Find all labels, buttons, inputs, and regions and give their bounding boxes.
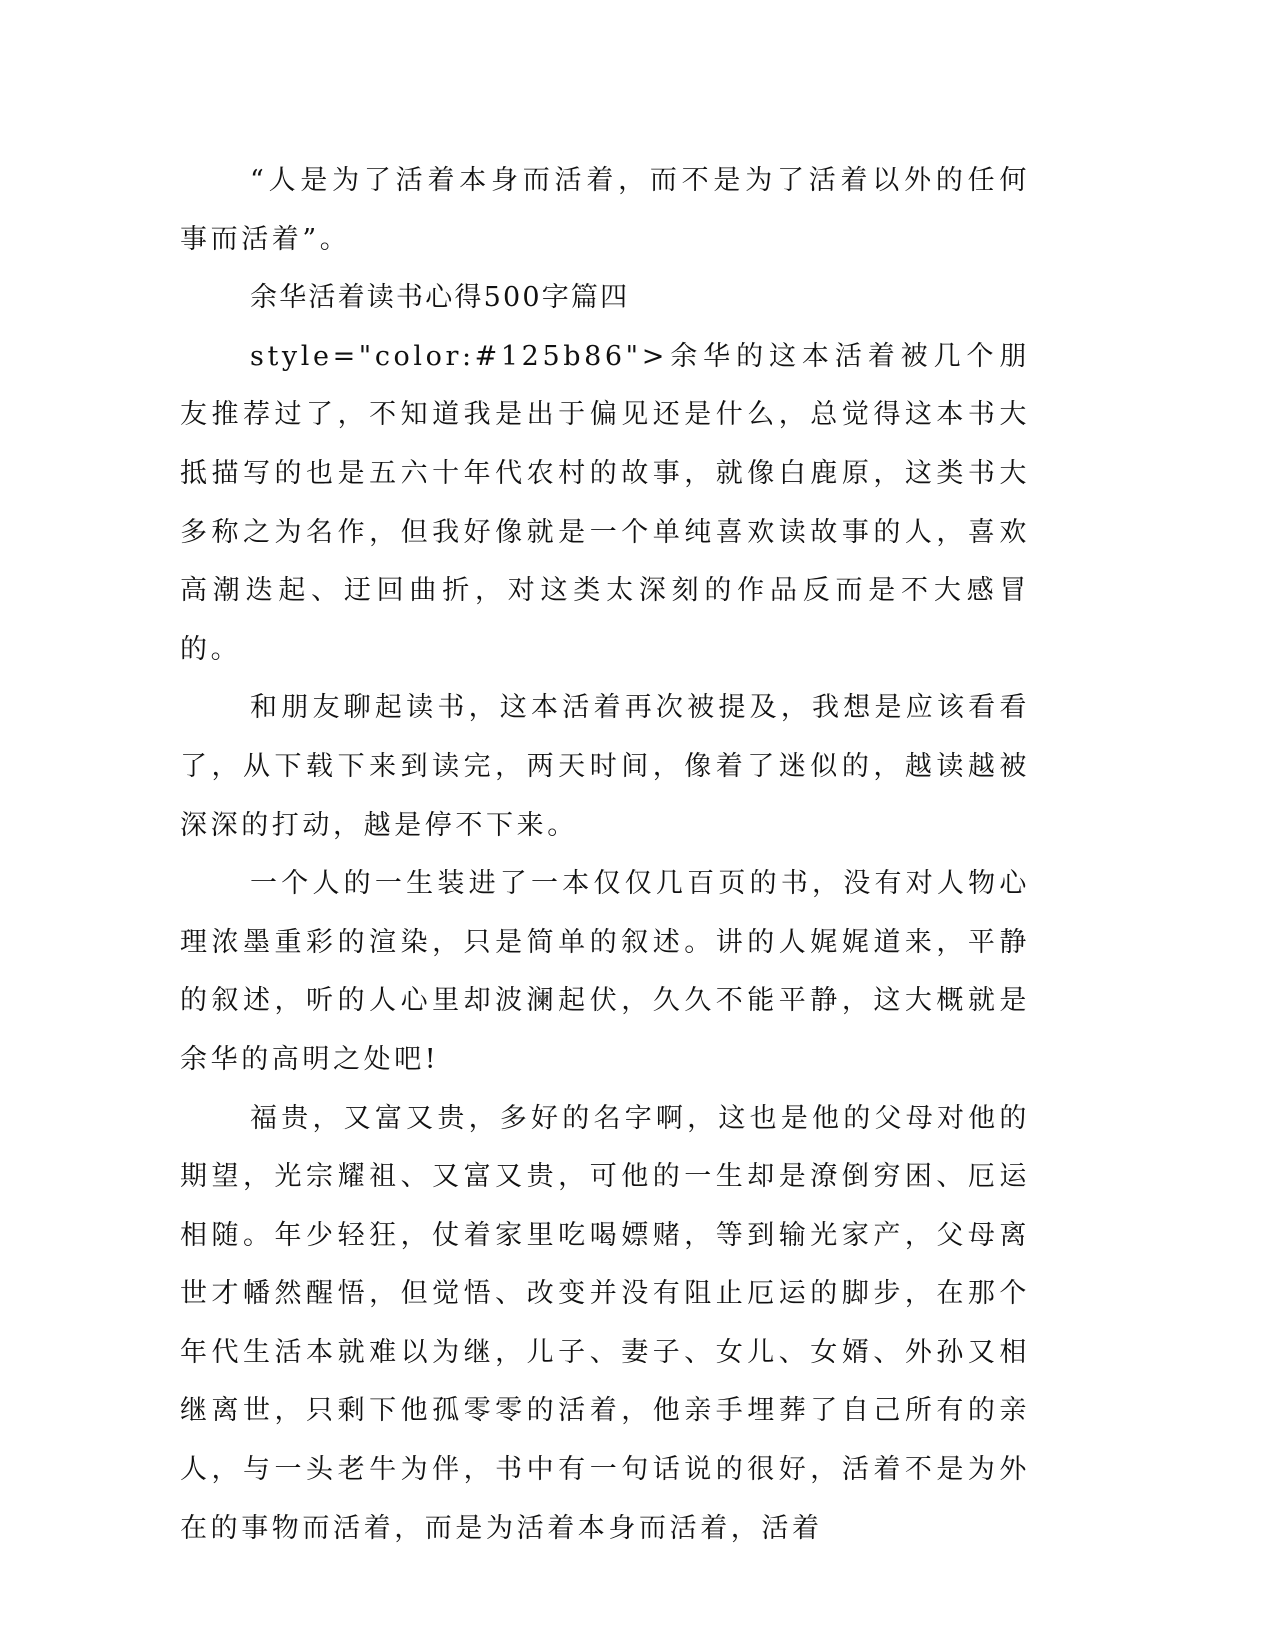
document-body — [180, 152, 1030, 1558]
body-paragraph: 和朋友聊起读书，这本活着再次被提及，我想是应该看看了，从下载下来到读完，两天时间，像着了迷似的，越读越被深深的打动，越是停不下来。 — [180, 692, 1030, 841]
section-heading: 余华活着读书心得500字篇四 — [250, 282, 630, 314]
quote-paragraph: “人是为了活着本身而活着，而不是为了活着以外的任何事而活着”。 — [180, 165, 1030, 255]
body-paragraph: 福贵，又富又贵，多好的名字啊，这也是他的父母对他的期望，光宗耀祖、又富又贵，可他的一生却是潦倒穷困、厄运相随。年少轻狂，仗着家里吃喝嫖赌，等到输光家产，父母离世才幡然醒悟，但觉悟、改变并没有阻止厄运的脚步，在那个年代生活本就难以为继，儿子、妻子、女儿、女婿、外孙又相继离世，只剩下他孤零零的活着，他亲手埋葬了自己所有的亲人，与一头老牛为伴，书中有一句话说的很好，活着不是为外在的事物而活着，而是为活着本身而活着，活着 — [180, 1102, 1030, 1544]
body-paragraph: 一个人的一生装进了一本仅仅几百页的书，没有对人物心理浓墨重彩的渲染，只是简单的叙述。讲的人娓娓道来，平静的叙述，听的人心里却波澜起伏，久久不能平静，这大概就是余华的高明之处吧! — [180, 868, 1030, 1075]
body-paragraph: style="color:#125b86">余华的这本活着被几个朋友推荐过了，不知道我是出于偏见还是什么，总觉得这本书大抵描写的也是五六十年代农村的故事，就像白鹿原，这类书大多称之为名作，但我好像就是一个单纯喜欢读故事的人，喜欢高潮迭起、迂回曲折，对这类太深刻的作品反而是不大感冒的。 — [180, 340, 1030, 665]
